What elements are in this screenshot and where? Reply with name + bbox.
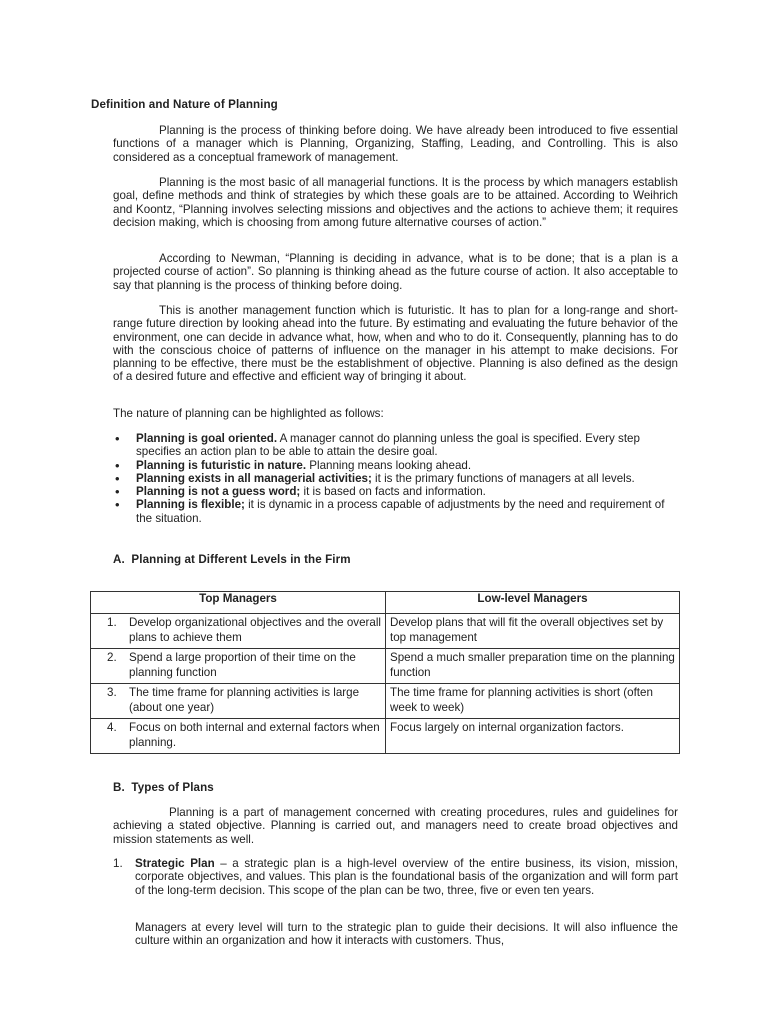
list-item: • Planning is flexible; it is dynamic in a process capable of adjustments by the need and requirement of the situation. — [113, 498, 683, 525]
cell-low: Spend a much smaller preparation time on the planning function — [386, 649, 680, 684]
paragraph-1: Planning is the process of thinking before doing. We have already been introduced to five essential functions of a manager which is Planning, Organizing, Staffing, Leading, and Controlling. This is also considered as a conceptual framework of management. — [113, 124, 678, 164]
header-top-managers: Top Managers — [91, 592, 386, 614]
section-a-heading: A. Planning at Different Levels in the Firm — [113, 553, 351, 566]
strategic-follow-paragraph: Managers at every level will turn to the strategic plan to guide their decisions. It will also influence the culture within an organization and how it interacts with customers. Thus, — [135, 921, 678, 948]
page-title: Definition and Nature of Planning — [91, 98, 278, 111]
list-item: • Planning exists in all managerial activities; it is the primary functions of managers at all levels. — [113, 472, 683, 485]
paragraph-2: Planning is the most basic of all managerial functions. It is the process by which managers establish goal, define methods and think of strategies by which these goals are to be attained. According to Weihrich and Koontz, “Planning involves selecting missions and objectives and the actions to achieve them; it requires decision making, which is choosing from among future alternative courses of action.” — [113, 176, 678, 229]
cell-top: 2. Spend a large proportion of their time on the planning function — [91, 649, 386, 684]
table-row — [91, 719, 680, 754]
cell-low: Develop plans that will fit the overall objectives set by top management — [386, 614, 680, 649]
table-row — [91, 614, 680, 649]
paragraph-4: This is another management function which is futuristic. It has to plan for a long-range and short-range future direction by looking ahead into the future. By estimating and evaluating the future behavior of the environment, one can decide in advance what, how, when and who to do it. Consequently, planning has to do with the conscious choice of patterns of influence on the manager in his attempt to make decisions. For planning to be effective, there must be the establishment of objective. Planning is also defined as the design of a desired future and effective and efficient way of bringing it about. — [113, 304, 678, 384]
section-b-heading: B. Types of Plans — [113, 781, 214, 794]
cell-top: 3. The time frame for planning activities is large (about one year) — [91, 684, 386, 719]
nature-intro: The nature of planning can be highlighted as follows: — [113, 407, 384, 420]
cell-low: The time frame for planning activities is short (often week to week) — [386, 684, 680, 719]
table-row — [91, 649, 680, 684]
cell-low: Focus largely on internal organization factors. — [386, 719, 680, 754]
cell-top: 1. Develop organizational objectives and the overall plans to achieve them — [91, 614, 386, 649]
cell-top: 4. Focus on both internal and external factors when planning. — [91, 719, 386, 754]
types-intro: Planning is a part of management concerned with creating procedures, rules and guidelines for achieving a stated objective. Planning is carried out, and managers need to create broad objectives and mission statements as well. — [113, 806, 678, 846]
table-row — [91, 684, 680, 719]
header-low-level-managers: Low-level Managers — [386, 592, 680, 614]
table-header-row — [91, 592, 680, 614]
paragraph-3: According to Newman, “Planning is deciding in advance, what is to be done; that is a plan is a projected course of action”. So planning is thinking ahead as the future course of action. It also acceptable to say that planning is the process of thinking before doing. — [113, 252, 678, 292]
nature-list — [113, 432, 683, 525]
levels-table — [90, 591, 680, 754]
list-item: • Planning is futuristic in nature. Planning means looking ahead. — [113, 459, 683, 472]
list-item: • Planning is not a guess word; it is based on facts and information. — [113, 485, 683, 498]
strategic-plan-item: 1. Strategic Plan – a strategic plan is a high-level overview of the entire business, its vision, mission, corporate objectives, and values. This plan is the foundational basis of the organization and will form part of the long-term decision. This scope of the plan can be two, three, five or even ten years. — [113, 857, 678, 897]
list-item: • Planning is goal oriented. A manager cannot do planning unless the goal is specified. Every step specifies an action plan to be able to attain the desire goal. — [113, 432, 683, 459]
